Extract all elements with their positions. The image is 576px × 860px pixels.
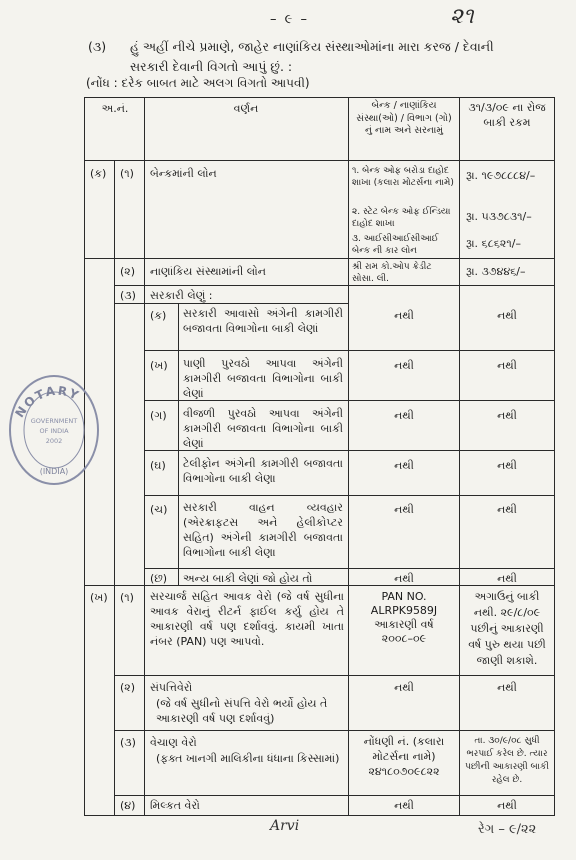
- bank-value: નથી: [394, 799, 414, 812]
- section-number: (૩): [88, 39, 107, 54]
- item-label: (છ): [150, 572, 168, 585]
- seal-top-text: NOTARY: [12, 383, 83, 421]
- registration-line: મોટર્સના નામે): [372, 750, 436, 763]
- item-label: (ખ): [150, 359, 168, 372]
- row-num: (૨): [120, 681, 136, 694]
- amount-value: નથી: [497, 359, 517, 372]
- header-bank: બેન્ક / નાણાંકિય સંસ્થા(ઓ) / વિભાગ (ગો) નું નામ અને સરનામું: [356, 100, 452, 136]
- item-label: (ગ): [150, 409, 167, 422]
- pan-label: PAN NO.: [381, 590, 427, 603]
- note-line: (નોંધ : દરેક બાબત માટે અલગ વિગતો આપવી): [86, 76, 310, 90]
- row-num: (૩): [120, 736, 136, 749]
- amount-value: રૂા. ૩૭૪૪૬/–: [466, 265, 526, 278]
- row-description: સરકારી લેણું :: [150, 289, 213, 302]
- bank-entry: ૧. બેન્ક ઓફ બરોડા દાહોદ શાખા (કલારા મોટર્સના નામે): [352, 166, 454, 188]
- seal-line: OF INDIA: [39, 427, 69, 435]
- row-description: મિલ્કત વેરો: [150, 799, 200, 812]
- seal-line: GOVERNMENT: [30, 417, 78, 425]
- bank-value: નથી: [394, 503, 414, 516]
- item-text: અન્ય બાકી લેણાં જો હોય તો: [183, 572, 313, 585]
- amount-line: વર્ષ પુરુ થયા પછી: [468, 638, 546, 651]
- registration-block: [350, 734, 458, 779]
- bank-entry: શ્રી રામ કો.ઓપ ક્રેડીટ સોસા. લી.: [352, 262, 432, 284]
- item-label: (ક): [150, 309, 167, 322]
- row-description-title: સંપત્તિવેરો: [150, 681, 193, 694]
- bank-value: નથી: [394, 681, 414, 694]
- bank-entry: ૨. સ્ટેટ બેન્ક ઓફ ઈન્ડિયા દાહોદ શાખા: [352, 207, 451, 229]
- intro-line-1: હું અહીં નીચે પ્રમાણે, જાહેર નાણાંકિય સંસ્થાઓમાંના મારા કરજ / દેવાની: [130, 39, 494, 54]
- seal-line: 2002: [45, 437, 63, 445]
- item-text: પાણી પુરવઠો આપવા અંગેની કામગીરી બજાવતા વિભાગોના બાકી લેણાં: [183, 357, 343, 400]
- pan-block: [350, 590, 458, 646]
- amount-value: નથી: [497, 799, 517, 812]
- row-description: (ફક્ત ખાનગી માલિકીના ધંધાના કિસ્સામાં): [156, 752, 340, 765]
- header-description: વર્ણન: [233, 102, 259, 115]
- item-label: (ઘ): [150, 459, 166, 472]
- bank-entry: ૩. આઈસીઆઈસીઆઈ બેન્ક ની કાર લોન: [352, 234, 439, 256]
- page-number: – ૯ –: [270, 12, 309, 27]
- item-text: સરકારી આવાસો અંગેની કામગીરી બજાવતા વિભાગોના બાકી લેણાં: [183, 307, 343, 335]
- amount-value: નથી: [497, 309, 517, 322]
- item-text: ટેલીફોન અંગેની કામગીરી બજાવતા વિભાગોના બાકી લેણા: [183, 457, 343, 485]
- amount-line: નથી. ૨૯/૮/૦૯: [473, 606, 541, 619]
- bank-value: નથી: [394, 309, 414, 322]
- amount-block: [460, 735, 554, 787]
- amount-line: પછીનું આકારણી: [470, 622, 544, 635]
- row-description-title: વેચાણ વેરો: [150, 736, 197, 749]
- svg-text:NOTARY: [12, 384, 82, 420]
- amount-value: નથી: [497, 409, 517, 422]
- row-num: (૧): [120, 167, 134, 180]
- registration-line: નોંધણી નં. (કલારા: [363, 735, 445, 748]
- amount-block: [460, 589, 554, 669]
- item-text: સરકારી વાહન વ્યવહાર (એરક્રાફટસ અને હેલીકોપ્ટર સહિત) અંગેની કામગીરી બજાવતા વિભાગોના બાકી લેણા: [183, 501, 343, 559]
- amount-line: તા. ૩૦/૯/૦૮ સુધી: [474, 736, 540, 746]
- header-sr: અ.નં.: [101, 102, 129, 115]
- row-label-ka: (ક): [90, 167, 107, 180]
- header-amount: ૩૧/૩/૦૯ ના રોજ બાકી રકમ: [468, 101, 546, 129]
- row-num: (૩): [120, 289, 136, 302]
- handwritten-page-number: ૨૧: [450, 4, 474, 29]
- notary-seal: [4, 368, 100, 488]
- bank-value: નથી: [394, 459, 414, 472]
- row-num: (૧): [120, 591, 134, 604]
- amount-line: ભરપાઈ કરેલ છે. ત્યાર: [466, 749, 548, 759]
- registration-line: ૨૪૧૮૦૭૦૯૮૨૨: [368, 765, 440, 778]
- amount-line: અગાઉનું બાકી: [474, 590, 540, 603]
- row-num: (૨): [120, 265, 136, 278]
- seal-bottom-text: (INDIA): [39, 467, 69, 476]
- amount-line: પછીની આકારણી બાકી: [465, 762, 549, 772]
- row-description: બેન્કમાંની લોન: [150, 167, 217, 180]
- row-description: (જે વર્ષ સુધીનો સંપત્તિ વેરો ભર્યો હોય તે આકારણી વર્ષ પણ દર્શાવવું): [156, 697, 328, 725]
- amount-value: નથી: [497, 681, 517, 694]
- amount-value: રૂા. ૫૩૭૮૩૧/–: [466, 210, 532, 223]
- amount-value: નથી: [497, 572, 517, 585]
- amount-value: રૂા. ૬૮૬૨૧/–: [466, 237, 521, 250]
- row-num: (૪): [120, 799, 136, 812]
- amount-line: જાણી શકાશે.: [476, 654, 538, 667]
- handwritten-footer-note: રેગ – ૯/૨૨: [478, 822, 537, 837]
- row-label-kha: (ખ): [90, 591, 108, 604]
- intro-line-2: સરકારી દેવાની વિગતો આપું છું. :: [130, 59, 293, 74]
- amount-value: રૂા. ૧૯૭૮૮૮૪/–: [466, 169, 536, 182]
- bank-value: નથી: [394, 572, 414, 585]
- row-description: સરચાર્જ સહિત આવક વેરો (જે વર્ષ સુધીના આવક વેરાનું રીટર્ન ફાઈલ કર્યુ હોય તે આકારણી વર્ષ પણ દર્શાવવું. કાયમી ખાતા નંબર (PAN) પણ આપવો.: [150, 590, 344, 648]
- row-description: નાણાંકિય સંસ્થામાંની લોન: [150, 265, 266, 278]
- amount-value: નથી: [497, 503, 517, 516]
- amount-value: નથી: [497, 459, 517, 472]
- assessment-label: આકારણી વર્ષ: [374, 618, 434, 631]
- bank-value: નથી: [394, 409, 414, 422]
- pan-number: ALRPK9589J: [370, 604, 438, 617]
- item-text: વીજળી પુરવઠો આપવા અંગેની કામગીરી બજાવતા વિભાગોના બાકી લેણાં: [183, 407, 343, 450]
- signature: Arvi: [270, 818, 300, 834]
- assessment-year: ૨૦૦૮–૦૯: [381, 632, 427, 645]
- amount-line: રહેલ છે.: [491, 775, 523, 785]
- item-label: (ચ): [150, 503, 168, 516]
- bank-value: નથી: [394, 359, 414, 372]
